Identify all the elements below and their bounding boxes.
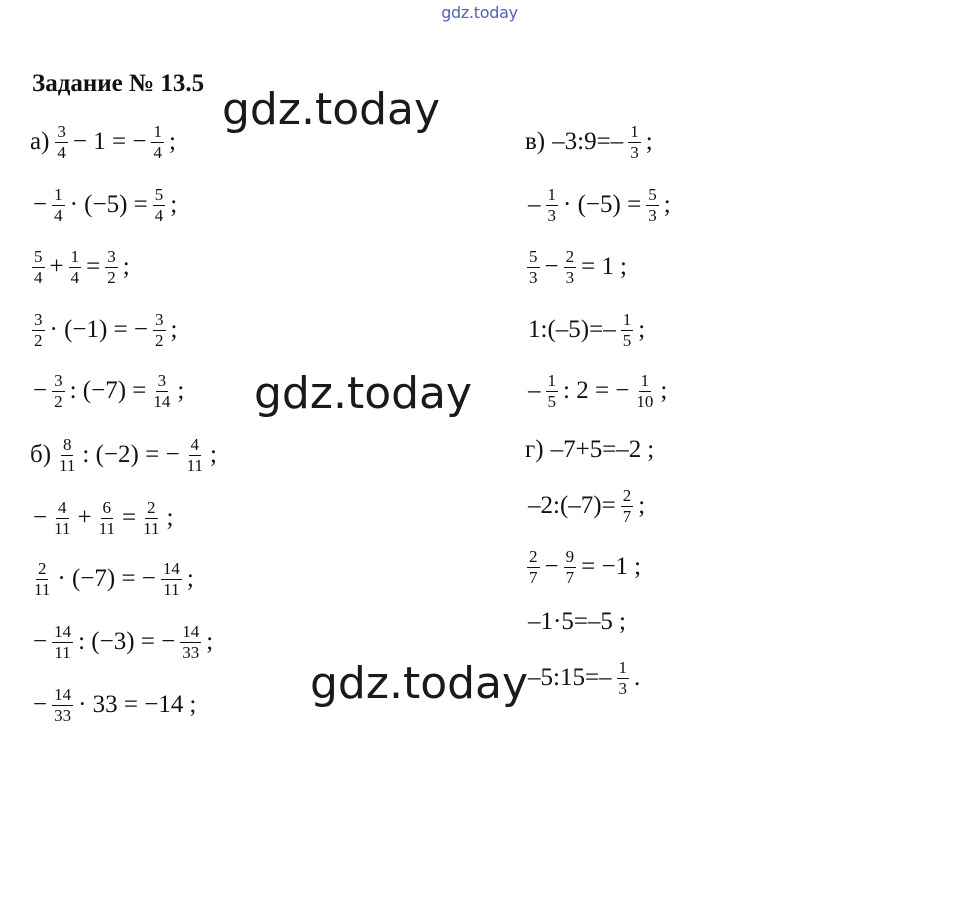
fraction	[546, 186, 559, 225]
numerator: 8	[62, 434, 72, 454]
fraction	[564, 548, 577, 587]
expression-text: −	[33, 504, 48, 531]
fraction	[161, 560, 182, 599]
expression-text: –	[528, 377, 541, 404]
equation-line	[30, 675, 196, 735]
numerator: 14	[162, 558, 180, 578]
line-terminator: ;	[170, 191, 178, 218]
expression-text: · 33 = −14	[78, 691, 184, 718]
expression-text: 1:(–5)=–	[528, 316, 616, 343]
numerator: 2	[147, 497, 156, 517]
denominator: 11	[143, 518, 160, 538]
numerator: 2	[622, 485, 632, 505]
expression-text: · (−5) =	[69, 191, 148, 218]
denominator: 4	[57, 142, 66, 162]
header-watermark: gdz.today	[441, 3, 518, 22]
expression-text: · (−1) = −	[49, 316, 149, 343]
fraction	[57, 436, 77, 475]
fraction	[55, 123, 68, 162]
equation-line	[30, 488, 173, 548]
numerator: 5	[648, 184, 657, 204]
equation-line	[30, 612, 213, 672]
expression-text: −	[544, 553, 559, 580]
equation-line	[30, 361, 184, 421]
fraction	[69, 248, 82, 287]
expression-text: − 1 = −	[72, 128, 147, 155]
numerator: 1	[547, 370, 556, 390]
equation-line	[525, 361, 667, 421]
denominator: 4	[70, 267, 80, 287]
line-terminator: ;	[638, 316, 646, 343]
fraction	[97, 499, 117, 538]
task-title: Задание № 13.5	[32, 70, 205, 97]
numerator: 1	[54, 184, 63, 204]
denominator: 5	[622, 330, 632, 350]
expression-text: −	[33, 628, 48, 655]
fraction	[52, 623, 73, 662]
fraction	[546, 372, 559, 411]
equation-line	[525, 112, 653, 172]
equation-line	[525, 648, 640, 708]
subtask-label: б)	[30, 441, 52, 468]
denominator: 7	[565, 567, 575, 587]
denominator: 2	[34, 330, 43, 350]
line-terminator: ;	[168, 128, 176, 155]
numerator: 4	[190, 434, 200, 454]
line-terminator: .	[634, 664, 641, 691]
expression-text: : (−3) = −	[78, 628, 176, 655]
expression-text: = −1	[581, 553, 629, 580]
numerator: 14	[54, 621, 72, 641]
denominator: 10	[636, 391, 654, 411]
numerator: 3	[34, 309, 43, 329]
numerator: 1	[630, 121, 639, 141]
expression-text: · (−5) =	[563, 191, 642, 218]
denominator: 11	[54, 518, 71, 538]
expression-text: +	[77, 504, 92, 531]
denominator: 11	[186, 455, 203, 475]
numerator: 3	[54, 370, 63, 390]
equation-line	[30, 237, 130, 297]
line-terminator: ;	[189, 691, 197, 718]
numerator: 3	[107, 246, 116, 266]
watermark: gdz.today	[310, 658, 529, 709]
line-terminator: ;	[166, 504, 174, 531]
numerator: 3	[157, 370, 167, 390]
numerator: 1	[70, 246, 80, 266]
numerator: 2	[37, 558, 47, 578]
fraction	[52, 686, 73, 725]
fraction	[621, 311, 634, 350]
fraction	[617, 659, 630, 698]
expression-text: −	[33, 377, 48, 404]
denominator: 2	[54, 391, 63, 411]
denominator: 3	[529, 267, 538, 287]
denominator: 5	[547, 391, 556, 411]
expression-text: : (−2) = −	[82, 441, 180, 468]
numerator: 3	[155, 309, 164, 329]
fraction	[646, 186, 659, 225]
denominator: 4	[54, 205, 63, 225]
subtask-label: в)	[525, 128, 546, 155]
line-terminator: ;	[645, 128, 653, 155]
denominator: 4	[34, 267, 43, 287]
numerator: 14	[182, 621, 200, 641]
expression-text: –3:9=–	[552, 128, 624, 155]
equation-line	[30, 175, 177, 235]
denominator: 11	[54, 642, 71, 662]
fraction	[52, 186, 65, 225]
fraction	[527, 248, 540, 287]
line-terminator: ;	[619, 253, 627, 280]
numerator: 5	[34, 246, 43, 266]
expression-text: = 1	[581, 253, 614, 280]
numerator: 1	[547, 184, 556, 204]
fraction	[52, 499, 72, 538]
line-terminator: ;	[177, 377, 185, 404]
expression-text: +	[49, 253, 64, 280]
denominator: 2	[155, 330, 164, 350]
expression-text: –	[528, 191, 541, 218]
numerator: 5	[529, 246, 538, 266]
expression-text: : 2 = −	[563, 377, 630, 404]
expression-text: −	[33, 691, 48, 718]
fraction	[105, 248, 118, 287]
numerator: 1	[640, 370, 650, 390]
fraction	[621, 487, 634, 526]
expression-text: −	[33, 191, 48, 218]
denominator: 11	[163, 579, 180, 599]
denominator: 33	[182, 642, 200, 662]
denominator: 14	[153, 391, 171, 411]
fraction	[153, 186, 166, 225]
fraction	[564, 248, 577, 287]
numerator: 5	[154, 184, 164, 204]
fraction	[151, 372, 172, 411]
fraction	[527, 548, 540, 587]
equation-line	[30, 549, 194, 609]
denominator: 3	[630, 142, 639, 162]
expression-text: –7+5=–2	[550, 436, 642, 463]
equation-line	[525, 237, 627, 297]
fraction	[52, 372, 65, 411]
line-terminator: ;	[663, 191, 671, 218]
equation-line	[525, 175, 671, 235]
numerator: 3	[57, 121, 66, 141]
line-terminator: ;	[122, 253, 130, 280]
equation-line	[525, 300, 645, 360]
fraction	[32, 560, 52, 599]
expression-text: =	[86, 253, 101, 280]
fraction	[141, 499, 161, 538]
line-terminator: ;	[647, 436, 655, 463]
fraction	[180, 623, 201, 662]
denominator: 3	[648, 205, 657, 225]
fraction	[185, 436, 205, 475]
denominator: 11	[59, 455, 76, 475]
watermark: gdz.today	[222, 84, 441, 135]
expression-text: · (−7) = −	[57, 565, 156, 592]
numerator: 6	[102, 497, 112, 517]
fraction	[628, 123, 641, 162]
numerator: 1	[622, 309, 632, 329]
line-terminator: ;	[209, 441, 217, 468]
line-terminator: ;	[170, 316, 178, 343]
denominator: 3	[565, 267, 575, 287]
denominator: 2	[107, 267, 116, 287]
numerator: 4	[58, 497, 67, 517]
watermark: gdz.today	[254, 368, 473, 419]
fraction	[32, 311, 45, 350]
line-terminator: ;	[618, 608, 626, 635]
equation-line	[525, 537, 641, 597]
denominator: 3	[547, 205, 556, 225]
denominator: 33	[54, 705, 72, 725]
numerator: 2	[529, 546, 538, 566]
equation-line	[30, 300, 177, 360]
expression-text: –2:(–7)=	[528, 492, 616, 519]
numerator: 1	[153, 121, 162, 141]
numerator: 9	[565, 546, 575, 566]
denominator: 3	[618, 678, 628, 698]
numerator: 1	[618, 657, 628, 677]
expression-text: –1·5=–5	[528, 608, 613, 635]
expression-text: –5:15=–	[528, 664, 612, 691]
line-terminator: ;	[186, 565, 194, 592]
denominator: 4	[154, 205, 164, 225]
line-terminator: ;	[634, 553, 642, 580]
equation-line	[525, 592, 626, 652]
line-terminator: ;	[638, 492, 646, 519]
equation-line	[30, 112, 176, 172]
expression-text: −	[544, 253, 559, 280]
denominator: 7	[529, 567, 538, 587]
line-terminator: ;	[660, 377, 668, 404]
equation-line	[525, 476, 645, 536]
fraction	[151, 123, 164, 162]
denominator: 7	[622, 506, 632, 526]
fraction	[153, 311, 166, 350]
fraction	[634, 372, 655, 411]
line-terminator: ;	[206, 628, 214, 655]
numerator: 14	[54, 684, 72, 704]
equation-line	[30, 425, 217, 485]
fraction	[32, 248, 45, 287]
subtask-label: г)	[525, 436, 544, 463]
numerator: 2	[565, 246, 575, 266]
equation-line	[525, 420, 654, 480]
expression-text: : (−7) =	[69, 377, 147, 404]
denominator: 11	[98, 518, 115, 538]
denominator: 4	[153, 142, 162, 162]
subtask-label: а)	[30, 128, 50, 155]
denominator: 11	[34, 579, 51, 599]
expression-text: =	[121, 504, 137, 531]
